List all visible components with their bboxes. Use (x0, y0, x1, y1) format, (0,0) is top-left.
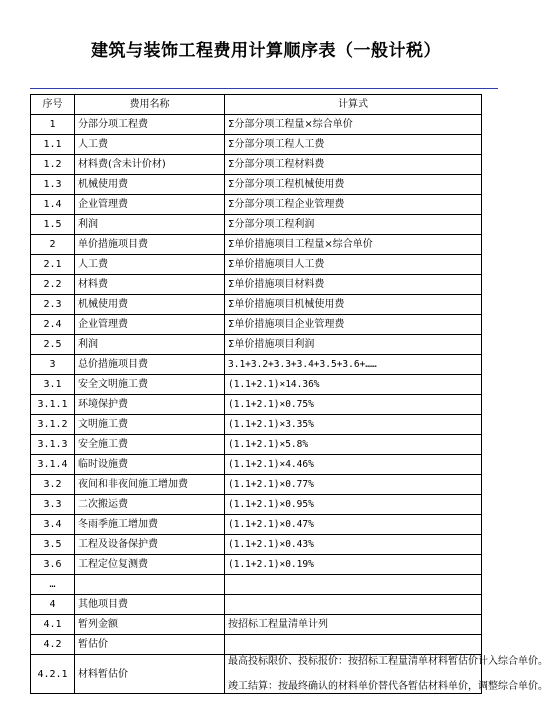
row-name: 人工费 (75, 135, 225, 155)
table-row (31, 575, 482, 595)
row-name: 材料费 (75, 275, 225, 295)
table-row (31, 515, 482, 535)
table-row (31, 535, 482, 555)
table-row (31, 355, 482, 375)
row-no: 4.2.1 (31, 655, 75, 694)
row-formula: Σ单价措施项目材料费 (225, 275, 482, 295)
row-no: 1.3 (31, 175, 75, 195)
table-row (31, 215, 482, 235)
row-no: 2.3 (31, 295, 75, 315)
row-no: 2 (31, 235, 75, 255)
table-row (31, 655, 482, 694)
row-formula: (1.1+2.1)×0.43% (225, 535, 482, 555)
row-no: 1.4 (31, 195, 75, 215)
header-name: 费用名称 (75, 95, 225, 115)
row-formula: (1.1+2.1)×14.36% (225, 375, 482, 395)
row-no: … (31, 575, 75, 595)
table-row (31, 275, 482, 295)
row-formula: Σ单价措施项目企业管理费 (225, 315, 482, 335)
table-row (31, 155, 482, 175)
row-name: 人工费 (75, 255, 225, 275)
row-name: 安全施工费 (75, 435, 225, 455)
row-formula: Σ单价措施项目机械使用费 (225, 295, 482, 315)
title-underline (30, 88, 498, 89)
table-row (31, 635, 482, 655)
row-formula: Σ分部分项工程量×综合单价 (225, 115, 482, 135)
row-name: 单价措施项目费 (75, 235, 225, 255)
row-name: 冬雨季施工增加费 (75, 515, 225, 535)
table-row (31, 615, 482, 635)
table-row (31, 195, 482, 215)
row-formula: Σ单价措施项目工程量×综合单价 (225, 235, 482, 255)
row-name: 工程定位复测费 (75, 555, 225, 575)
table-row (31, 315, 482, 335)
row-no: 3 (31, 355, 75, 375)
table-header-row (31, 95, 482, 115)
formula-line: 竣工结算：按最终确认的材料单价替代各暂估材料单价，调整综合单价。 (228, 681, 548, 692)
row-no: 1.2 (31, 155, 75, 175)
row-name: 企业管理费 (75, 195, 225, 215)
row-name: 企业管理费 (75, 315, 225, 335)
row-no: 1.5 (31, 215, 75, 235)
row-name: 机械使用费 (75, 175, 225, 195)
fee-table (30, 94, 548, 694)
row-name: 临时设施费 (75, 455, 225, 475)
row-no: 3.1.1 (31, 395, 75, 415)
row-name: 机械使用费 (75, 295, 225, 315)
table-row (31, 175, 482, 195)
table-row (31, 395, 482, 415)
row-no: 3.4 (31, 515, 75, 535)
row-formula (225, 575, 482, 595)
table-row (31, 235, 482, 255)
row-name: 暂列金额 (75, 615, 225, 635)
row-no: 3.6 (31, 555, 75, 575)
row-name: 环境保护费 (75, 395, 225, 415)
row-name: 工程及设备保护费 (75, 535, 225, 555)
row-no: 3.5 (31, 535, 75, 555)
row-no: 3.1.2 (31, 415, 75, 435)
table-row (31, 375, 482, 395)
row-formula: 3.1+3.2+3.3+3.4+3.5+3.6+…… (225, 355, 482, 375)
row-no: 3.1.3 (31, 435, 75, 455)
header-formula: 计算式 (225, 95, 482, 115)
row-formula: 按招标工程量清单计列 (225, 615, 482, 635)
table-row (31, 455, 482, 475)
row-no: 2.4 (31, 315, 75, 335)
row-no: 3.3 (31, 495, 75, 515)
page-title: 建筑与装饰工程费用计算顺序表（一般计税） (91, 41, 441, 61)
row-name: 利润 (75, 215, 225, 235)
header-no: 序号 (31, 95, 75, 115)
row-formula: (1.1+2.1)×0.77% (225, 475, 482, 495)
table-row (31, 295, 482, 315)
row-formula: Σ分部分项工程企业管理费 (225, 195, 482, 215)
row-no: 4.2 (31, 635, 75, 655)
row-formula: (1.1+2.1)×0.75% (225, 395, 482, 415)
row-formula: (1.1+2.1)×0.95% (225, 495, 482, 515)
row-formula: Σ分部分项工程利润 (225, 215, 482, 235)
row-name: 分部分项工程费 (75, 115, 225, 135)
table-row (31, 435, 482, 455)
row-name: 材料费(含未计价材) (75, 155, 225, 175)
table-row (31, 135, 482, 155)
row-name: 暂估价 (75, 635, 225, 655)
row-no: 4 (31, 595, 75, 615)
row-formula: Σ单价措施项目利润 (225, 335, 482, 355)
row-name: 其他项目费 (75, 595, 225, 615)
row-formula (225, 595, 482, 615)
row-formula: (1.1+2.1)×3.35% (225, 415, 482, 435)
row-name: 总价措施项目费 (75, 355, 225, 375)
table-row (31, 475, 482, 495)
table-row (31, 555, 482, 575)
row-name: 夜间和非夜间施工增加费 (75, 475, 225, 495)
row-formula: (1.1+2.1)×0.19% (225, 555, 482, 575)
row-no: 1 (31, 115, 75, 135)
table-row (31, 595, 482, 615)
row-no: 2.5 (31, 335, 75, 355)
row-formula: (1.1+2.1)×4.46% (225, 455, 482, 475)
row-formula: Σ分部分项工程人工费 (225, 135, 482, 155)
table-row (31, 335, 482, 355)
row-formula: Σ分部分项工程材料费 (225, 155, 482, 175)
row-no: 3.1.4 (31, 455, 75, 475)
table-row (31, 495, 482, 515)
row-name: 材料暂估价 (75, 655, 225, 694)
row-no: 2.2 (31, 275, 75, 295)
formula-line: 最高投标限价、投标报价：按招标工程量清单材料暂估价计入综合单价。 (228, 656, 548, 667)
row-formula (225, 635, 482, 655)
row-name: 文明施工费 (75, 415, 225, 435)
row-no: 2.1 (31, 255, 75, 275)
row-no: 4.1 (31, 615, 75, 635)
table-row (31, 255, 482, 275)
row-name: 安全文明施工费 (75, 375, 225, 395)
table-row (31, 415, 482, 435)
row-formula: (1.1+2.1)×0.47% (225, 515, 482, 535)
row-name (75, 575, 225, 595)
row-formula: (1.1+2.1)×5.8% (225, 435, 482, 455)
row-name: 二次搬运费 (75, 495, 225, 515)
row-formula: Σ分部分项工程机械使用费 (225, 175, 482, 195)
row-formula (225, 655, 548, 694)
row-no: 3.1 (31, 375, 75, 395)
row-no: 1.1 (31, 135, 75, 155)
row-name: 利润 (75, 335, 225, 355)
row-no: 3.2 (31, 475, 75, 495)
table-row (31, 115, 482, 135)
row-formula: Σ单价措施项目人工费 (225, 255, 482, 275)
